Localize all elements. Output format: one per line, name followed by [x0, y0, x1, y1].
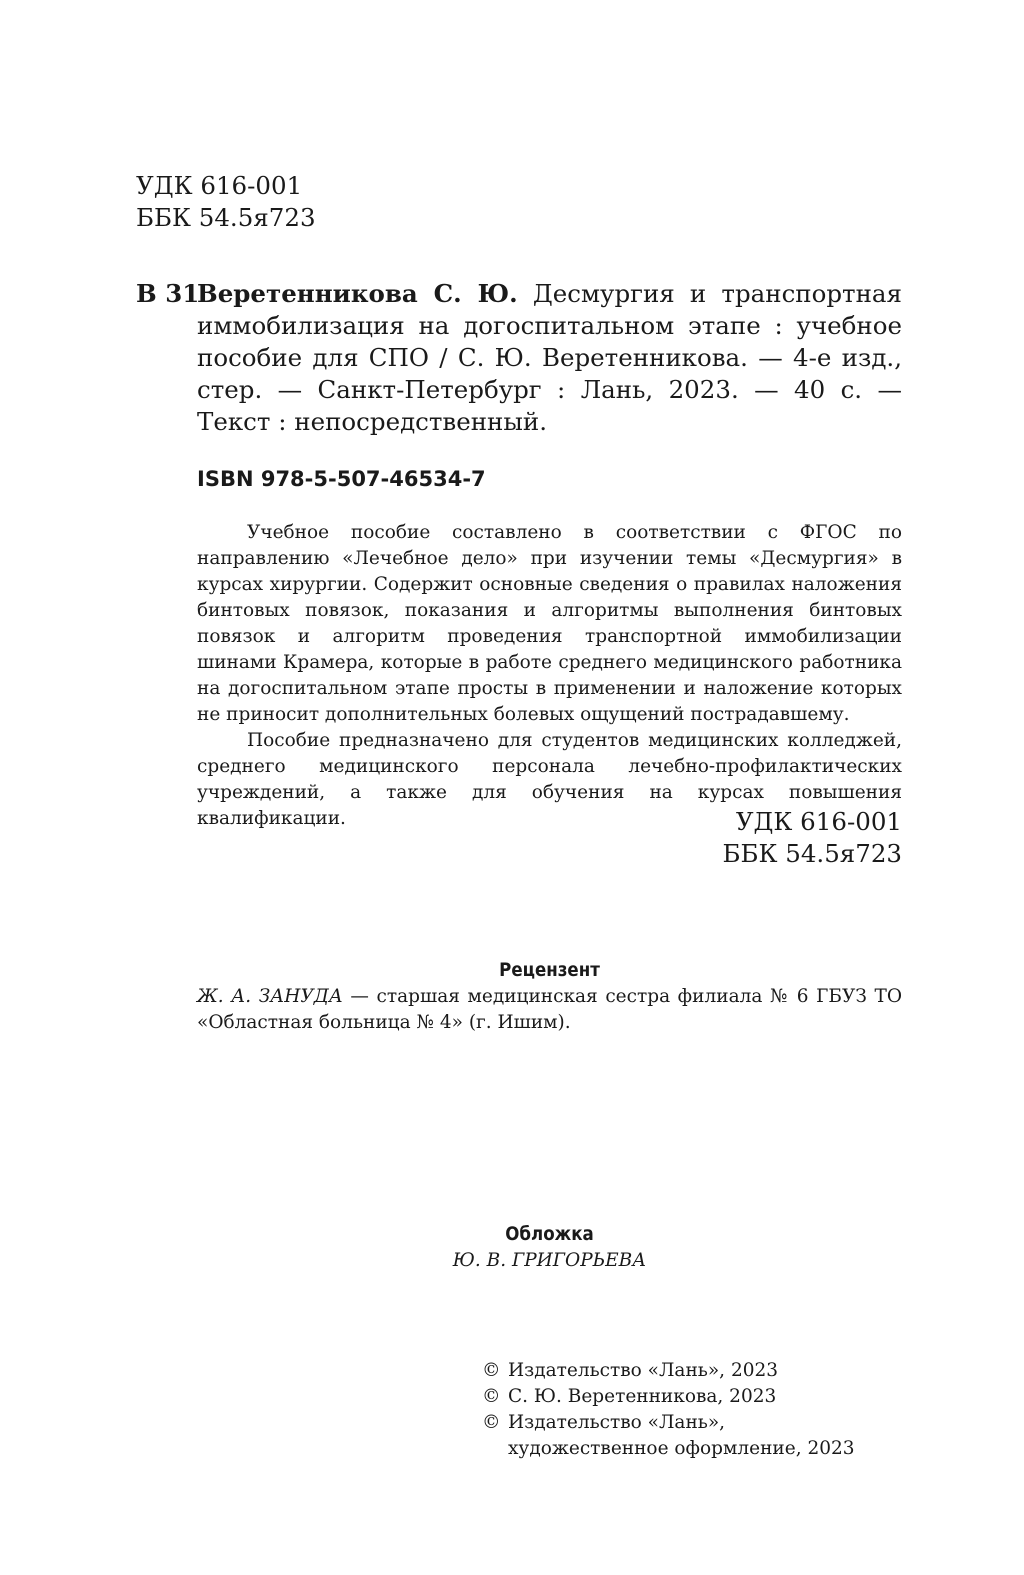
classification-bottom: [722, 806, 902, 870]
cutter-code: В 31: [136, 279, 200, 308]
annotation-paragraph: Пособие предназначено для студентов медицинских колледжей, среднего медицинского персонала лечебно-профилактических учреждений, а также для обучения на курсах повышения квалификации.: [197, 730, 902, 829]
reviewer-details: — старшая медицинская сестра филиала № 6 ГБУЗ ТО «Областная больница № 4» (г. Ишим).: [197, 986, 902, 1033]
bbk-code: ББК 54.5я723: [136, 203, 316, 232]
reviewer-text: [197, 984, 902, 1036]
copyright-line: [482, 1436, 855, 1462]
copyright-text: С. Ю. Веретенникова, 2023: [508, 1386, 777, 1407]
bibliographic-description: Десмургия и транспортная иммобилизация на догоспитальном этапе : учебное пособие для СПО / С. Ю. Веретенникова. — 4-е изд., стер. — Санкт-Петербург : Лань, 2023. — 40 с. — Текст : непосредственный.: [197, 279, 902, 436]
annotation: [197, 520, 902, 832]
cover-designer: Ю. В. ГРИГОРЬЕВА: [452, 1250, 647, 1271]
copyright-icon: ©: [482, 1360, 501, 1381]
copyright-line: [482, 1358, 855, 1384]
udk-code: УДК 616-001: [136, 171, 303, 200]
bibliographic-record: [197, 278, 902, 438]
copyright-text: Издательство «Лань»,: [508, 1412, 726, 1433]
cover-heading: Обложка: [505, 1224, 594, 1245]
copyright-line: [482, 1384, 855, 1410]
copyright-text: Издательство «Лань», 2023: [508, 1360, 779, 1381]
copyright-line: [482, 1410, 855, 1436]
copyright-icon: ©: [482, 1412, 501, 1433]
reviewer-heading: Рецензент: [499, 960, 600, 981]
author-name: Веретенникова С. Ю.: [197, 279, 518, 308]
annotation-paragraph: Учебное пособие составлено в соответствии с ФГОС по направлению «Лечебное дело» при изучении темы «Десмургия» в курсах хирургии. Содержит основные сведения о правилах наложения бинтовых повязок, показания и алгоритмы выполнения бинтовых повязок и алгоритм проведения транспортной иммобилизации шинами Крамера, которые в работе среднего медицинского работника на догоспитальном этапе просты в применении и наложение которых не приносит дополнительных болевых ощущений пострадавшему.: [197, 522, 902, 725]
bbk-code: ББК 54.5я723: [722, 839, 902, 868]
copyright-text: художественное оформление, 2023: [508, 1438, 855, 1459]
udk-code: УДК 616-001: [735, 807, 902, 836]
copyright-block: [482, 1358, 855, 1462]
reviewer-name: Ж. А. ЗАНУДА: [197, 986, 343, 1007]
classification-top: [136, 170, 316, 234]
copyright-icon: ©: [482, 1386, 501, 1407]
isbn: ISBN 978-5-507-46534-7: [197, 467, 486, 491]
